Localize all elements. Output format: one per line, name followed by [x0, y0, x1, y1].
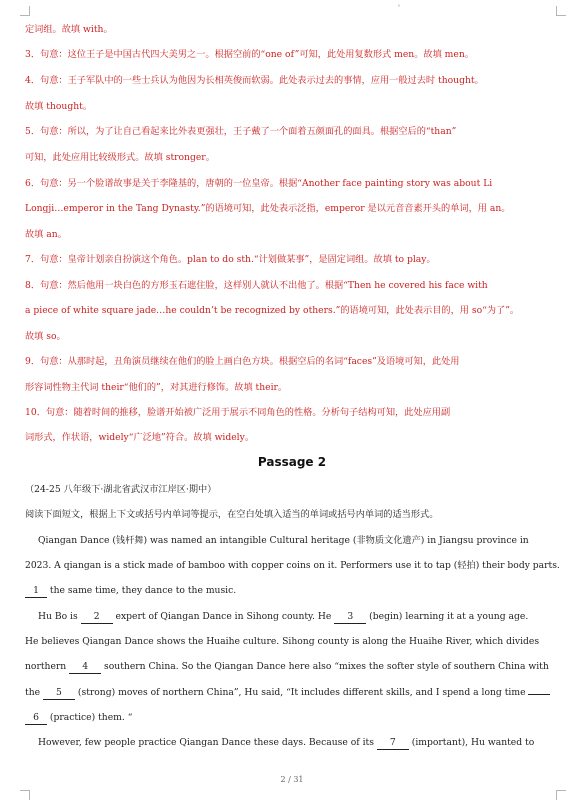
passage-title: Passage 2 [257, 455, 327, 469]
passage-line: However, few people practice Qiangan Dance these days. Because of its 7 (important), Hu wanted to [38, 737, 535, 748]
page-number: 2 / 31 [280, 775, 304, 784]
instruction-line: 阅读下面短文，根据上下文或括号内单词等提示，在空白处填入适当的单词或括号内单词的适当形式。 [25, 509, 439, 520]
blank-3[interactable]: 3 [334, 611, 366, 624]
passage-line: 2023. A qiangan is a stick made of bamboo with copper coins on it. Performers use it to tap (轻拍) their body parts. [25, 560, 560, 571]
passage-line: 1 the same time, they dance to the music. [25, 585, 236, 598]
answer-line: Longji…emperor in the Tang Dynasty.”的语境可知，此处表示泛指，emperor 是以元音音素开头的单词，用 an。 [25, 203, 511, 214]
blank-2[interactable]: 2 [81, 611, 113, 624]
passage-line: Hu Bo is 2 expert of Qiangan Dance in Sihong county. He 3 (begin) learning it at a young age. [38, 611, 529, 622]
answer-line: 6．句意：另一个脸谱故事是关于李隆基的，唐朝的一位皇帝。根据“Another face painting story was about Li [25, 178, 493, 189]
answer-line: 10．句意：随着时间的推移，脸谱开始被广泛用于展示不同角色的性格。分析句子结构可知，此处应用副 [25, 407, 451, 418]
blank-6[interactable]: 6 [25, 712, 47, 725]
blank-1[interactable]: 1 [25, 585, 47, 598]
blank-5[interactable]: 5 [43, 687, 75, 700]
crop-mark-bottom-left [20, 790, 30, 800]
passage-line: the 5 (strong) moves of northern China”, Hu said, “It includes different skills, and I spend a long time [25, 687, 550, 700]
answer-line: 4．句意：王子军队中的一些士兵认为他因为长相英俊而软弱。此处表示过去的事情，应用一般过去时 thought。 [25, 75, 484, 86]
answer-line: 9．句意：从那时起，丑角演员继续在他们的脸上画白色方块。根据空后的名词“faces”及语境可知，此处用 [25, 356, 460, 367]
crop-mark-top-right [556, 6, 566, 16]
answer-line: 7．句意：皇帝计划亲自扮演这个角色。plan to do sth.“计划做某事”，是固定词组。故填 to play。 [25, 254, 436, 265]
blank-7[interactable]: 7 [377, 737, 409, 750]
crop-mark-top-left [20, 6, 30, 16]
answer-line: 定词组。故填 with。 [25, 24, 113, 35]
answer-line: 词形式，作状语，widely“广泛地”符合。故填 widely。 [25, 432, 255, 443]
answer-line: 故填 so。 [25, 331, 66, 342]
source-line: （24-25 八年级下·湖北省武汉市江岸区·期中） [25, 484, 217, 495]
top-mark: ' [398, 4, 400, 12]
answer-line: 故填 an。 [25, 229, 67, 240]
answer-line: 可知，此处应用比较级形式。故填 stronger。 [25, 152, 215, 163]
blank-6-line[interactable] [528, 694, 550, 695]
crop-mark-bottom-right [556, 790, 566, 800]
answer-line: 形容词性物主代词 their“他们的”，对其进行修饰。故填 their。 [25, 382, 288, 393]
passage-line: He believes Qiangan Dance shows the Huaihe culture. Sihong county is along the Huaihe River, which divides [25, 636, 540, 647]
passage-line: 6 (practice) them. “ [25, 712, 132, 725]
answer-line: a piece of white square jade…he couldn’t be recognized by others.”的语境可知，此处表示目的，用 so“为了”。 [25, 305, 520, 316]
passage-line: Qiangan Dance (钱杆舞) was named an intangible Cultural heritage (非物质文化遗产) in Jiangsu province in [38, 535, 529, 546]
answer-line: 故填 thought。 [25, 101, 93, 112]
blank-4[interactable]: 4 [69, 661, 101, 674]
passage-line: northern 4 southern China. So the Qiangan Dance here also “mixes the softer style of southern China with [25, 661, 549, 672]
answer-line: 5．句意：所以，为了让自己看起来比外表更强壮，王子戴了一个面着五颜面孔的面具。根据空后的“than” [25, 126, 457, 137]
answer-line: 3．句意：这位王子是中国古代四大美男之一。根据空前的“one of”可知，此处用复数形式 men。故填 men。 [25, 49, 474, 60]
answer-line: 8．句意：然后他用一块白色的方形玉石遮住脸，这样别人就认不出他了。根据“Then he covered his face with [25, 280, 488, 291]
